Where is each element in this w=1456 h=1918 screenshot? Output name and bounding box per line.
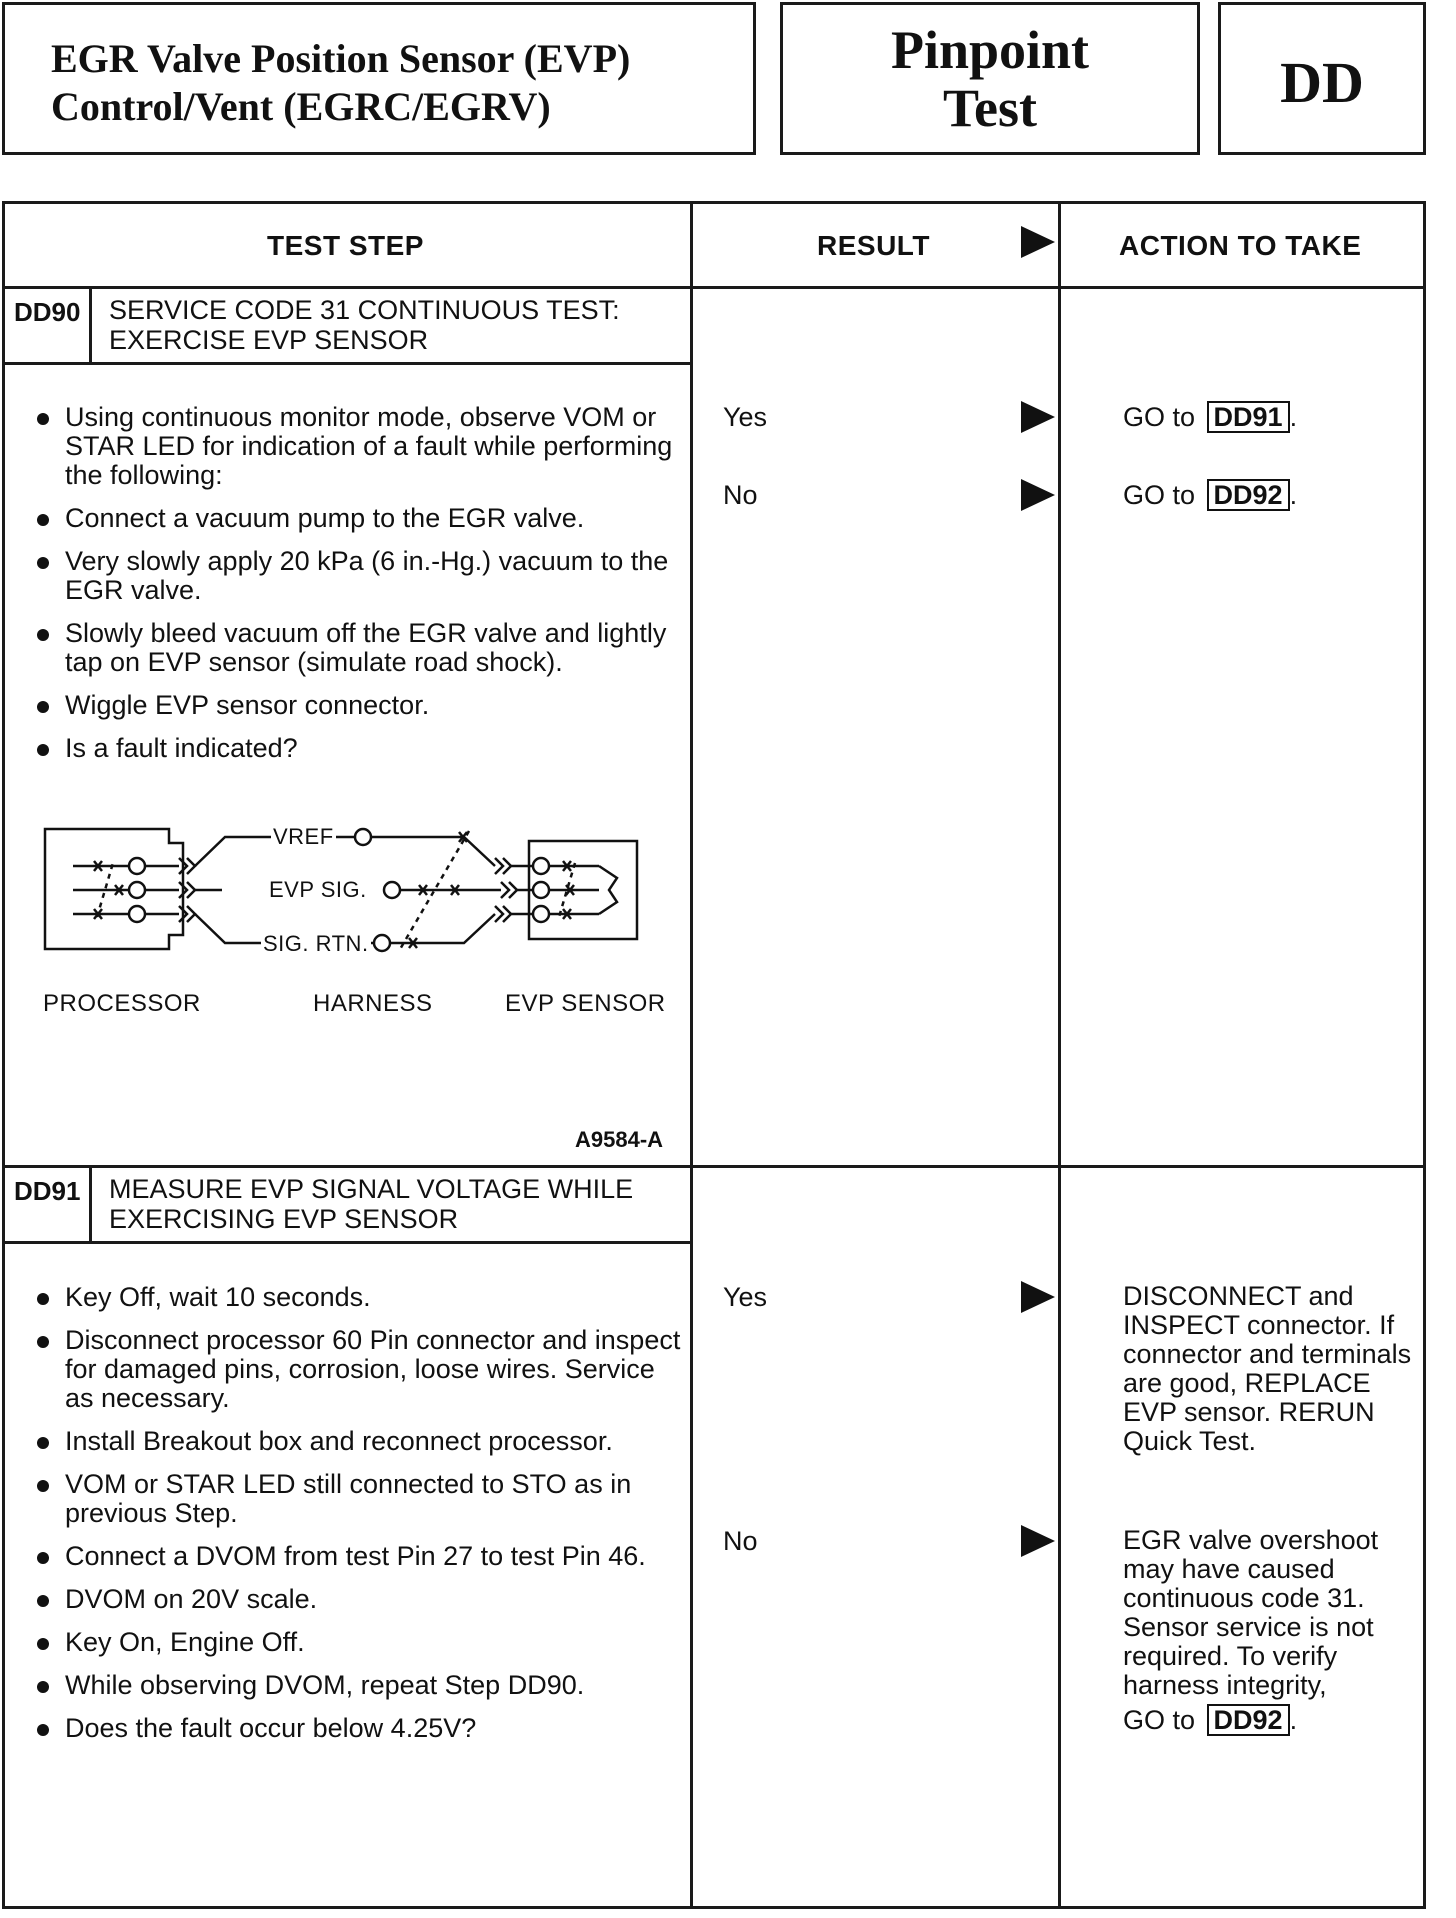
- action-goto-dd91: [1123, 401, 1297, 433]
- result-arrow-icon: [1021, 1281, 1055, 1313]
- column-header-result: RESULT: [817, 230, 930, 261]
- page-title: [51, 35, 630, 131]
- column-divider: [1058, 204, 1061, 1906]
- action-suffix: .: [1289, 480, 1298, 510]
- action-text: EGR valve overshoot may have caused continuous code 31. Sensor service is not required. To verify harness integrity,: [1123, 1525, 1379, 1700]
- instruction-item: Connect a DVOM from test Pin 27 to test Pin 46.: [29, 1542, 684, 1571]
- instruction-item: Is a fault indicated?: [29, 734, 684, 763]
- step-code: DD90: [5, 289, 92, 362]
- test-label: Test: [942, 78, 1038, 138]
- diagram-label-harness: HARNESS: [313, 990, 433, 1017]
- instruction-item: Wiggle EVP sensor connector.: [29, 691, 684, 720]
- action-goto-dd92: [1123, 479, 1297, 511]
- instruction-item: VOM or STAR LED still connected to STO as in previous Step.: [29, 1470, 684, 1528]
- title-box: [2, 2, 756, 155]
- goto-reference-link[interactable]: DD91: [1207, 401, 1290, 433]
- instruction-item: Connect a vacuum pump to the EGR valve.: [29, 504, 684, 533]
- step-instructions: [29, 1283, 684, 1757]
- step-instructions: [29, 403, 684, 777]
- step-header-dd91: [5, 1168, 690, 1244]
- step-header-dd90: [5, 289, 690, 365]
- test-code: DD: [1280, 50, 1364, 115]
- action-suffix: .: [1289, 402, 1298, 432]
- instruction-item: Does the fault occur below 4.25V?: [29, 1714, 684, 1743]
- action-overshoot: [1123, 1526, 1413, 1736]
- result-no: No: [723, 1526, 758, 1556]
- step-title: SERVICE CODE 31 CONTINUOUS TEST: EXERCISE EVP SENSOR: [109, 295, 620, 355]
- diagram-label-evp-sensor: EVP SENSOR: [505, 990, 666, 1017]
- action-text: GO to: [1123, 1705, 1196, 1735]
- step-code: DD91: [5, 1168, 92, 1241]
- goto-reference-link[interactable]: DD92: [1207, 1704, 1290, 1736]
- action-suffix: .: [1289, 1705, 1298, 1735]
- instruction-item: Disconnect processor 60 Pin connector and inspect for damaged pins, corrosion, loose wires. Service as necessary.: [29, 1326, 684, 1413]
- wire-label-sig-rtn: SIG. RTN.: [263, 931, 369, 956]
- wire-label-vref: VREF: [273, 824, 334, 849]
- step-title: MEASURE EVP SIGNAL VOLTAGE WHILE EXERCISING EVP SENSOR: [109, 1174, 634, 1234]
- result-arrow-icon: [1021, 1525, 1055, 1557]
- figure-id: A9584-A: [575, 1127, 664, 1152]
- instruction-item: Slowly bleed vacuum off the EGR valve and lightly tap on EVP sensor (simulate road shock).: [29, 619, 684, 677]
- instruction-item: Key Off, wait 10 seconds.: [29, 1283, 684, 1312]
- pinpoint-label: Pinpoint: [890, 20, 1090, 80]
- pinpoint-table: [2, 201, 1426, 1909]
- title-line-1: EGR Valve Position Sensor (EVP): [51, 36, 631, 81]
- goto-reference-link[interactable]: DD92: [1207, 479, 1290, 511]
- action-text: GO to: [1123, 402, 1196, 432]
- result-arrow-icon: [1021, 479, 1055, 511]
- instruction-item: While observing DVOM, repeat Step DD90.: [29, 1671, 684, 1700]
- instruction-item: DVOM on 20V scale.: [29, 1585, 684, 1614]
- title-line-2: Control/Vent (EGRC/EGRV): [51, 84, 551, 129]
- instruction-item: Key On, Engine Off.: [29, 1628, 684, 1657]
- pinpoint-box: [780, 2, 1200, 155]
- test-code-box: [1218, 2, 1426, 155]
- result-arrow-icon: [1021, 401, 1055, 433]
- action-replace-evp: DISCONNECT and INSPECT connector. If connector and terminals are good, REPLACE EVP sensor. RERUN Quick Test.: [1123, 1281, 1412, 1456]
- result-yes: Yes: [723, 1282, 768, 1312]
- result-arrow-icon: [1021, 226, 1055, 258]
- result-no: No: [723, 480, 758, 510]
- wiring-diagram: [39, 819, 659, 1009]
- diagram-label-processor: PROCESSOR: [43, 990, 201, 1017]
- wire-label-evp-sig: EVP SIG.: [269, 877, 367, 902]
- column-divider: [690, 204, 693, 1906]
- result-yes: Yes: [723, 402, 768, 432]
- instruction-item: Very slowly apply 20 kPa (6 in.-Hg.) vacuum to the EGR valve.: [29, 547, 684, 605]
- column-header-action: ACTION TO TAKE: [1119, 230, 1362, 261]
- column-header-test-step: TEST STEP: [267, 230, 424, 261]
- instruction-item: Using continuous monitor mode, observe VOM or STAR LED for indication of a fault while performing the following:: [29, 403, 684, 490]
- instruction-item: Install Breakout box and reconnect processor.: [29, 1427, 684, 1456]
- action-text: GO to: [1123, 480, 1196, 510]
